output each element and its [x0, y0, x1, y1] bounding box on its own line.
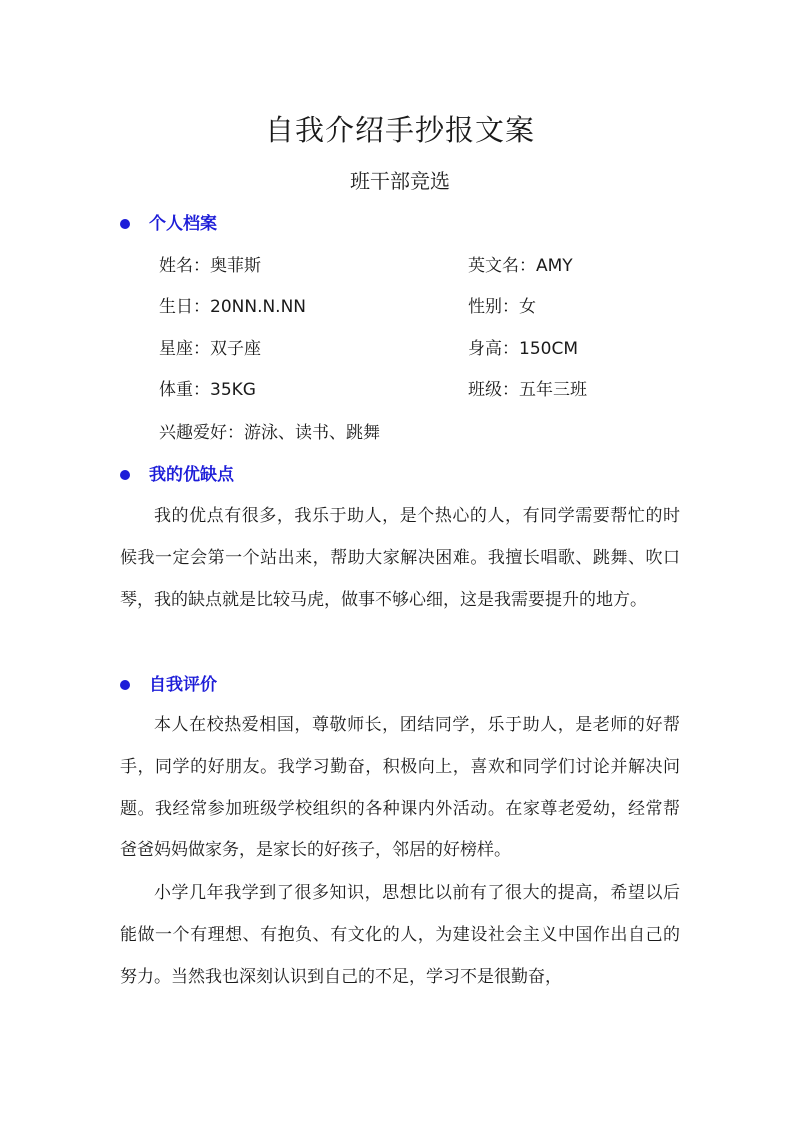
- profile-row: [0, 251, 800, 281]
- bullet-dot-icon: [120, 219, 130, 229]
- profile-english-name: 英文名：AMY: [468, 256, 573, 276]
- evaluation-paragraph-1: 本人在校热爱相国，尊敬师长，团结同学，乐于助人，是老师的好帮手，同学的好朋友。我学习勤奋，积极向上，喜欢和同学们讨论并解决问题。我经常参加班级学校组织的各种课内外活动。在家尊老爱幼，经常帮爸爸妈妈做家务，是家长的好孩子，邻居的好榜样。: [120, 715, 680, 861]
- profile-row: [0, 375, 800, 405]
- profile-row: [0, 292, 800, 322]
- profile-row: [0, 418, 800, 448]
- section-header-traits: [120, 460, 234, 490]
- profile-height: 身高：150CM: [468, 339, 578, 359]
- traits-paragraph: 我的优点有很多，我乐于助人，是个热心的人，有同学需要帮忙的时候我一定会第一个站出来，帮助大家解决困难。我擅长唱歌、跳舞、吹口琴，我的缺点就是比较马虎，做事不够心细，这是我需要提升的地方。: [120, 506, 680, 610]
- page-title: 自我介绍手抄报文案: [264, 113, 535, 147]
- section-title-evaluation: 自我评价: [149, 675, 217, 695]
- bullet-dot-icon: [120, 470, 130, 480]
- profile-class: 班级：五年三班: [468, 380, 587, 400]
- profile-weight: 体重：35KG: [159, 380, 256, 400]
- bullet-dot-icon: [120, 680, 130, 690]
- profile-zodiac: 星座：双子座: [159, 339, 261, 359]
- section-title-traits: 我的优缺点: [149, 465, 234, 485]
- profile-name: 姓名：奥菲斯: [159, 256, 261, 276]
- section-title-profile: 个人档案: [149, 214, 217, 234]
- section-header-profile: [120, 209, 217, 239]
- profile-hobbies: 兴趣爱好：游泳、读书、跳舞: [159, 423, 380, 443]
- profile-row: [0, 334, 800, 364]
- profile-birthday: 生日：20NN.N.NN: [159, 297, 307, 317]
- page-subtitle: 班干部竞选: [350, 169, 450, 193]
- profile-gender: 性别：女: [468, 297, 536, 317]
- evaluation-paragraph-2: 小学几年我学到了很多知识，思想比以前有了很大的提高，希望以后能做一个有理想、有抱负、有文化的人，为建设社会主义中国作出自己的努力。当然我也深刻认识到自己的不足，学习不是很勤奋，: [120, 883, 680, 987]
- section-header-evaluation: [120, 670, 217, 700]
